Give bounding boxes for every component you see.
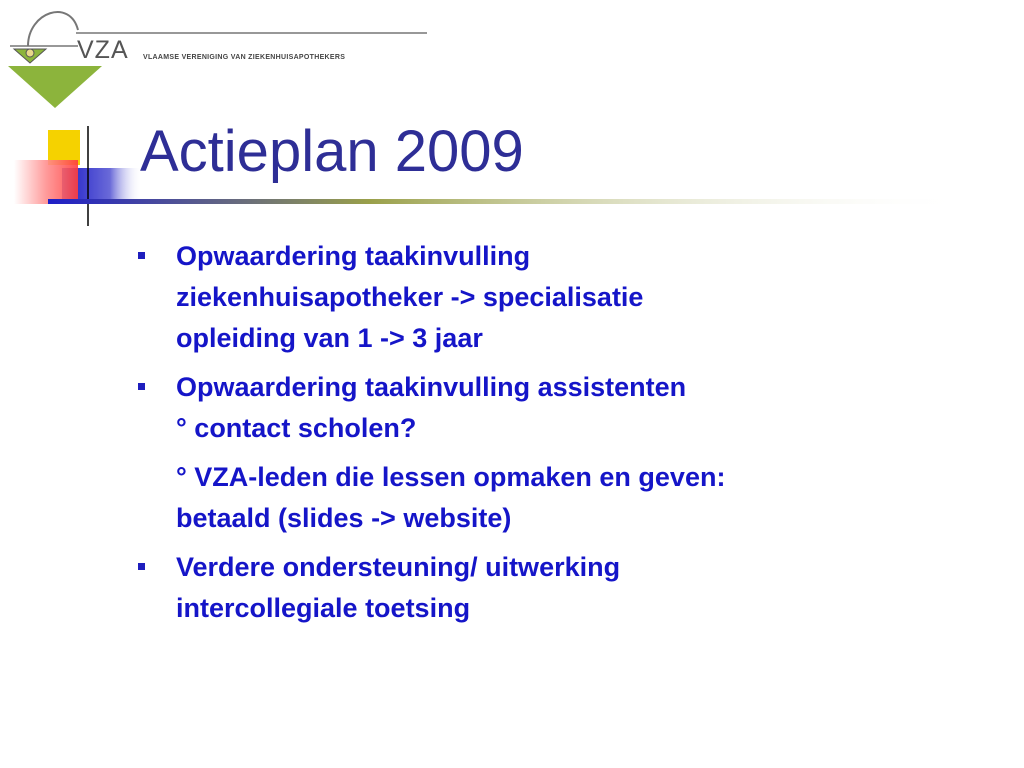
logo-letters: VZA: [77, 36, 129, 64]
square-bullet-icon: [138, 563, 145, 570]
bullet-line: Opwaardering taakinvulling assistenten: [176, 372, 687, 402]
bullet-item: [134, 236, 894, 359]
slide-title: Actieplan 2009: [140, 119, 524, 184]
bullet-item: [134, 367, 894, 539]
bullet-item: [134, 547, 894, 629]
bullet-line: ziekenhuisapotheker -> specialisatie: [176, 282, 644, 312]
bullet-list: [134, 236, 894, 637]
bullet-line: Opwaardering taakinvulling: [176, 241, 531, 271]
yellow-square: [48, 130, 80, 165]
bullet-continuation: [176, 457, 894, 539]
horizontal-rule: [48, 199, 968, 204]
bullet-line: ° VZA-leden die lessen opmaken en geven:: [176, 462, 726, 492]
red-square: [14, 160, 78, 204]
bullet-line: betaald (slides -> website): [176, 503, 512, 533]
square-bullet-icon: [138, 383, 145, 390]
bullet-line: Verdere ondersteuning/ uitwerking: [176, 552, 621, 582]
square-bullet-icon: [138, 252, 145, 259]
logo-subtitle: VLAAMSE VERENIGING VAN ZIEKENHUISAPOTHEKERS: [143, 54, 346, 61]
vza-logo: [0, 0, 430, 130]
bullet-line: ° contact scholen?: [176, 413, 417, 443]
logo-emblem: [0, 0, 430, 130]
bullet-line: intercollegiale toetsing: [176, 593, 471, 623]
bullet-line: opleiding van 1 -> 3 jaar: [176, 323, 483, 353]
